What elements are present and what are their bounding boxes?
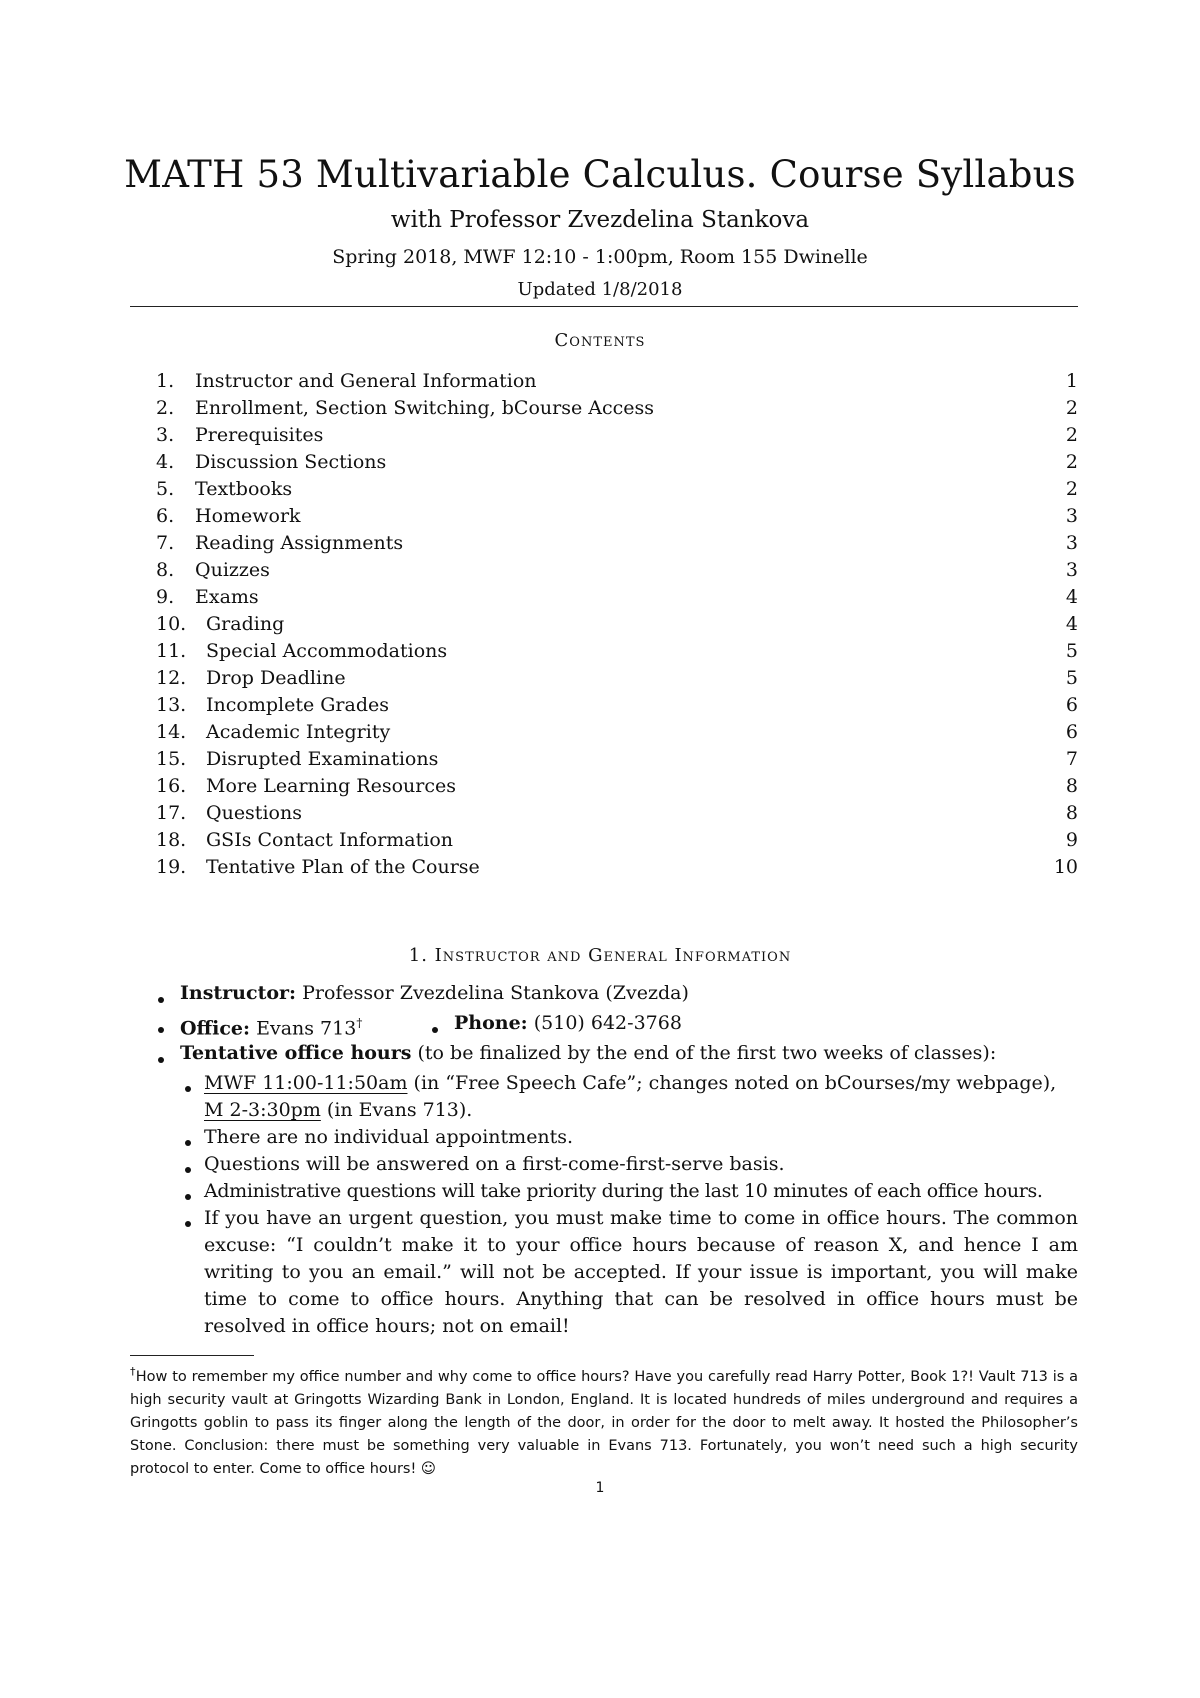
toc-number: 5. <box>156 478 175 500</box>
bullet-icon <box>185 1140 191 1146</box>
toc-page-number: 3 <box>1065 559 1078 581</box>
header-rule <box>130 306 1078 307</box>
document-title: MATH 53 Multivariable Calculus. Course Syllabus <box>124 153 1076 196</box>
toc-label[interactable]: Exams <box>195 586 259 608</box>
phone-label: Phone: <box>454 1012 528 1034</box>
toc-number: 18. <box>156 829 187 851</box>
instructor-value: Professor Zvezdelina Stankova (Zvezda) <box>302 982 689 1004</box>
toc-page-number: 4 <box>1065 613 1078 635</box>
toc-number: 12. <box>156 667 187 689</box>
phone-line <box>454 1010 682 1037</box>
toc-label[interactable]: Instructor and General Information <box>195 370 537 392</box>
toc-row[interactable] <box>156 638 1078 665</box>
toc-label[interactable]: Textbooks <box>195 478 293 500</box>
contents-heading: Contents <box>554 330 646 351</box>
toc-page-number: 8 <box>1065 775 1078 797</box>
toc-number: 6. <box>156 505 175 527</box>
toc-row[interactable] <box>156 395 1078 422</box>
toc-row[interactable] <box>156 800 1078 827</box>
toc-row[interactable] <box>156 773 1078 800</box>
toc-label[interactable]: Drop Deadline <box>206 667 346 689</box>
toc-number: 3. <box>156 424 175 446</box>
urgent-question-item: If you have an urgent question, you must make time to come in office hours. The common excuse: “I couldn’t make it to your office hours because of reason X, and hence I am writing to you an email.” will not be accepted. If your issue is important, you will make time to come to office hours. Anything that can be resolved in office hours must be resolved in office hours; not on email! <box>204 1207 1078 1337</box>
toc-page-number: 8 <box>1065 802 1078 824</box>
office-label: Office: <box>180 1017 251 1040</box>
bullet-icon <box>432 1027 438 1033</box>
footnote <box>130 1360 1078 1481</box>
toc-label[interactable]: Disrupted Examinations <box>206 748 439 770</box>
toc-page-number: 6 <box>1065 694 1078 716</box>
instructor-label: Instructor: <box>180 982 297 1004</box>
toc-page-number: 6 <box>1065 721 1078 743</box>
toc-row[interactable] <box>156 611 1078 638</box>
office-hours-label: Tentative office hours <box>180 1042 412 1064</box>
toc-number: 4. <box>156 451 175 473</box>
toc-number: 8. <box>156 559 175 581</box>
footnote-rule <box>130 1355 254 1356</box>
toc-row[interactable] <box>156 827 1078 854</box>
toc-page-number: 2 <box>1065 397 1078 419</box>
toc-number: 9. <box>156 586 175 608</box>
bullet-icon <box>185 1221 191 1227</box>
toc-row[interactable] <box>156 692 1078 719</box>
section-1-heading: 1. Instructor and General Information <box>408 945 792 966</box>
office-hours-line <box>180 1040 996 1067</box>
toc-page-number: 2 <box>1065 478 1078 500</box>
administrative-item: Administrative questions will take priority during the last 10 minutes of each office hours. <box>204 1180 1043 1202</box>
page-number: 1 <box>595 1480 605 1496</box>
toc-number: 13. <box>156 694 187 716</box>
footnote-dagger: † <box>130 1365 136 1378</box>
toc-number: 1. <box>156 370 175 392</box>
footnote-text: How to remember my office number and why come to office hours? Have you carefully read Harry Potter, Book 1?! Vault 713 is a high security vault at Gringotts Wizarding Bank in London, England. It is located hundreds of miles underground and requires a Gringotts goblin to pass its finger along the length of the door, in order for the door to melt away. It hosted the Philosopher’s Stone. Conclusion: there must be something very valuable in Evans 713. Fortunately, you won’t need such a high security protocol to enter. Come to office hours! ☺ <box>130 1368 1079 1477</box>
toc-page-number: 4 <box>1065 586 1078 608</box>
bullet-icon <box>185 1194 191 1200</box>
toc-label[interactable]: Grading <box>206 613 285 635</box>
toc-page-number: 10 <box>1053 856 1078 878</box>
toc-label[interactable]: Homework <box>195 505 301 527</box>
toc-label[interactable]: Tentative Plan of the Course <box>206 856 480 878</box>
toc-page-number: 5 <box>1065 640 1078 662</box>
toc-row[interactable] <box>156 503 1078 530</box>
office-hours-times <box>204 1070 1078 1124</box>
bullet-icon <box>158 1057 164 1063</box>
toc-label[interactable]: Prerequisites <box>195 424 324 446</box>
toc-label[interactable]: Incomplete Grades <box>206 694 389 716</box>
bullet-icon <box>185 1167 191 1173</box>
toc-row[interactable] <box>156 368 1078 395</box>
toc-page-number: 5 <box>1065 667 1078 689</box>
toc-row[interactable] <box>156 449 1078 476</box>
office-hours-time-2: M 2-3:30pm <box>204 1099 321 1121</box>
toc-number: 19. <box>156 856 187 878</box>
toc-label[interactable]: Academic Integrity <box>206 721 391 743</box>
toc-row[interactable] <box>156 719 1078 746</box>
toc-label[interactable]: Discussion Sections <box>195 451 387 473</box>
office-hours-place-2: (in Evans 713). <box>326 1099 473 1121</box>
document-subtitle: with Professor Zvezdelina Stankova <box>390 207 810 233</box>
toc-row[interactable] <box>156 854 1078 881</box>
office-value: Evans 713 <box>256 1017 357 1040</box>
toc-row[interactable] <box>156 557 1078 584</box>
office-line <box>180 1010 362 1042</box>
toc-label[interactable]: More Learning Resources <box>206 775 456 797</box>
toc-row[interactable] <box>156 665 1078 692</box>
updated-date: Updated 1/8/2018 <box>517 279 683 300</box>
toc-row[interactable] <box>156 746 1078 773</box>
toc-number: 16. <box>156 775 187 797</box>
toc-page-number: 2 <box>1065 451 1078 473</box>
toc-number: 11. <box>156 640 187 662</box>
footnote-dagger-ref[interactable]: † <box>356 1016 363 1030</box>
toc-page-number: 2 <box>1065 424 1078 446</box>
toc-label[interactable]: Reading Assignments <box>195 532 404 554</box>
no-appointments-item: There are no individual appointments. <box>204 1126 574 1148</box>
toc-page-number: 9 <box>1065 829 1078 851</box>
office-hours-note: (to be finalized by the end of the first two weeks of classes): <box>417 1042 997 1064</box>
bullet-icon <box>158 1027 164 1033</box>
toc-label[interactable]: Quizzes <box>195 559 270 581</box>
toc-label[interactable]: Enrollment, Section Switching, bCourse Access <box>195 397 654 419</box>
toc-label[interactable]: GSIs Contact Information <box>206 829 454 851</box>
office-hours-time-1: MWF 11:00-11:50am <box>204 1072 408 1094</box>
office-hours-place-1: (in “Free Speech Cafe”; changes noted on bCourses/my webpage), <box>413 1072 1057 1094</box>
toc-page-number: 1 <box>1065 370 1078 392</box>
toc-label[interactable]: Special Accommodations <box>206 640 448 662</box>
phone-value: (510) 642-3768 <box>533 1012 682 1034</box>
toc-row[interactable] <box>156 422 1078 449</box>
toc-row[interactable] <box>156 476 1078 503</box>
toc-number: 7. <box>156 532 175 554</box>
toc-number: 10. <box>156 613 187 635</box>
toc-page-number: 3 <box>1065 505 1078 527</box>
toc-row[interactable] <box>156 530 1078 557</box>
bullet-icon <box>158 997 164 1003</box>
toc-label[interactable]: Questions <box>206 802 302 824</box>
toc-page-number: 7 <box>1065 748 1078 770</box>
bullet-icon <box>185 1086 191 1092</box>
toc-number: 2. <box>156 397 175 419</box>
instructor-line <box>180 980 689 1007</box>
course-schedule: Spring 2018, MWF 12:10 - 1:00pm, Room 155 Dwinelle <box>332 246 868 268</box>
toc-row[interactable] <box>156 584 1078 611</box>
toc-number: 14. <box>156 721 187 743</box>
toc-number: 17. <box>156 802 187 824</box>
first-come-item: Questions will be answered on a first-come-first-serve basis. <box>204 1153 785 1175</box>
toc-page-number: 3 <box>1065 532 1078 554</box>
toc-number: 15. <box>156 748 187 770</box>
table-of-contents <box>156 368 1078 881</box>
